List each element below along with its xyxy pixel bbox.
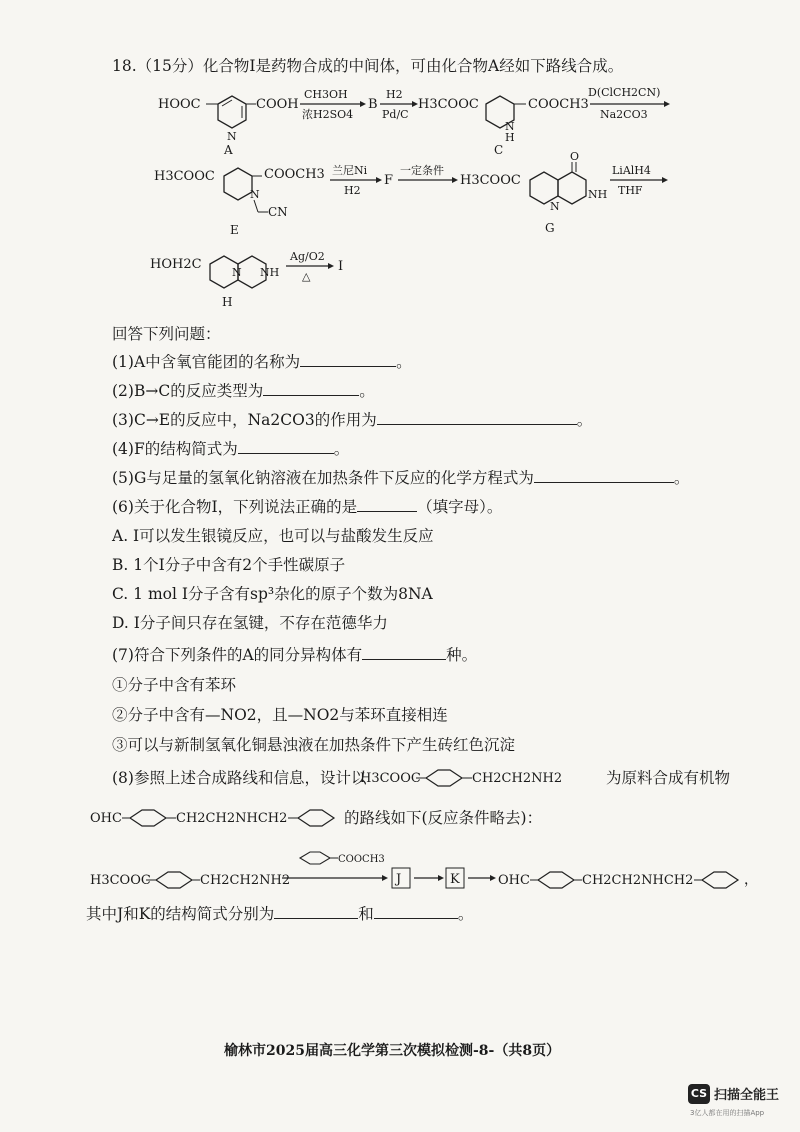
q8-target-molecule [86, 800, 356, 836]
compound-a-label: A [224, 143, 233, 154]
e-n-atom: N [250, 188, 260, 201]
c-h-atom: H [505, 131, 515, 144]
option-b: B. 1个I分子中含有2个手性碳原子 [112, 556, 346, 574]
route-end-chain: CH2CH2NHCH2 [582, 873, 694, 888]
camscanner-name: 扫描全能王 [714, 1088, 780, 1103]
benzene-ring [538, 872, 574, 888]
g-ring-right [558, 172, 586, 204]
e-left-group: H3COOC [154, 169, 215, 184]
arrow2-reagent: H2 [386, 88, 403, 101]
arrow2-catalyst: Pd/C [382, 108, 409, 121]
benzene-ring [426, 770, 462, 786]
h-left-group: HOH2C [150, 257, 202, 272]
question-8-intro: (8)参照上述合成路线和信息，设计以 [112, 769, 367, 787]
synthesis-scheme-row3 [150, 240, 410, 312]
question-1: (1)A中含氧官能团的名称为 。 [112, 353, 412, 371]
arrow5-condition: 一定条件 [400, 164, 444, 177]
compound-i: I [338, 259, 344, 274]
route-j-label: J [396, 872, 402, 887]
arrow4-reagent: H2 [344, 184, 361, 197]
question-2: (2)B→C的反应类型为 。 [112, 382, 375, 400]
question-3: (3)C→E的反应中，Na2CO3的作用为 。 [112, 411, 593, 429]
arrow7-reagent: Ag/O2 [290, 250, 325, 263]
synthesis-scheme-row2 [150, 150, 680, 238]
answer-blank-7[interactable] [362, 645, 446, 660]
answer-blank-5[interactable] [534, 468, 674, 483]
e-piperidine-ring [224, 168, 252, 200]
arrow6-solvent: THF [618, 184, 643, 197]
answer-blank-2[interactable] [263, 381, 359, 396]
benzene-ring [300, 852, 330, 864]
compound-h-label: H [222, 295, 233, 309]
arrow7-heat: △ [302, 270, 311, 283]
question-6: (6)关于化合物I，下列说法正确的是 （填字母）。 [112, 498, 503, 516]
e-right-group: COOCH3 [264, 167, 325, 182]
benzene-ring [702, 872, 738, 888]
page-footer: 榆林市2025届高三化学第三次模拟检测-8-（共8页） [224, 1043, 561, 1059]
question-8-tail: 其中J和K的结构简式分别为 和 。 [86, 905, 474, 923]
arrow6-reagent: LiAlH4 [612, 164, 651, 177]
question-7: (7)符合下列条件的A的同分异构体有 种。 [112, 646, 478, 664]
c-right-group: COOCH3 [528, 97, 589, 112]
a-left-group: HOOC [158, 97, 201, 112]
route-end-aldehyde: OHC [498, 873, 530, 888]
compound-e-label: E [230, 223, 239, 237]
route-reagent-ester: COOCH3 [338, 854, 385, 865]
a-right-group: COOH [256, 97, 299, 112]
question-header: 18.（15分）化合物I是药物合成的中间体，可由化合物A经如下路线合成。 [112, 57, 624, 75]
q8-start-ester: H3COOC [360, 771, 421, 786]
e-cn-group: CN [268, 205, 288, 219]
q8-start-amine: CH2CH2NH2 [472, 771, 563, 786]
answer-blank-1[interactable] [300, 352, 396, 367]
camscanner-slogan: 3亿人都在用的扫描App [690, 1109, 765, 1117]
option-d: D. I分子间只存在氢键，不存在范德华力 [112, 614, 388, 632]
g-n-atom: N [550, 200, 560, 213]
question-4: (4)F的结构简式为 。 [112, 440, 350, 458]
answer-prompt: 回答下列问题： [112, 325, 221, 343]
question-8-mid: 为原料合成有机物 [606, 769, 731, 787]
answer-blank-3[interactable] [377, 410, 577, 425]
route-start-ester: H3COOC [90, 873, 151, 888]
camscanner-logo-icon: CS [688, 1084, 710, 1104]
condition-3: ③可以与新制氢氧化铜悬浊液在加热条件下产生砖红色沉淀 [112, 736, 516, 754]
answer-blank-6[interactable] [357, 497, 417, 512]
g-left-group: H3COOC [460, 173, 521, 188]
route-start-amine: CH2CH2NH2 [200, 873, 291, 888]
benzene-ring [156, 872, 192, 888]
route-comma: ， [744, 872, 758, 888]
arrow1-condition: 浓H2SO4 [302, 108, 354, 121]
compound-g-label: G [545, 221, 555, 235]
c-n-atom: N [505, 120, 515, 133]
answer-blank-4[interactable] [238, 439, 334, 454]
a-n-atom: N [227, 130, 237, 143]
benzene-ring [298, 810, 334, 826]
condition-2: ②分子中含有—NO2，且—NO2与苯环直接相连 [112, 706, 448, 724]
option-a: A. I可以发生银镜反应，也可以与盐酸发生反应 [112, 527, 434, 545]
compound-b: B [368, 97, 378, 112]
g-carbonyl-o: O [570, 150, 580, 163]
route-k-label: K [450, 872, 460, 887]
synthesis-scheme-row1 [150, 74, 680, 154]
q8-starting-material [360, 760, 580, 796]
arrow4-catalyst: 兰尼Ni [332, 164, 368, 177]
arrow1-reagent: CH3OH [304, 88, 348, 101]
compound-f: F [384, 173, 394, 188]
condition-1: ①分子中含有苯环 [112, 676, 237, 694]
q8-target-chain: CH2CH2NHCH2 [176, 811, 288, 826]
c-left-group: H3COOC [418, 97, 479, 112]
answer-blank-j[interactable] [274, 904, 358, 919]
option-c: C. 1 mol I分子含有sp³杂化的原子个数为8NA [112, 585, 433, 603]
arrow3-reagent: D(ClCH2CN) [588, 86, 661, 99]
g-nh-group: NH [588, 188, 608, 201]
q8-target-aldehyde: OHC [90, 811, 122, 826]
benzene-ring [130, 810, 166, 826]
h-nh-group: NH [260, 266, 280, 279]
question-8-route-intro: 的路线如下(反应条件略去)： [344, 809, 543, 827]
arrow3-base: Na2CO3 [600, 108, 648, 121]
h-n-atom: N [232, 266, 242, 279]
answer-blank-k[interactable] [374, 904, 458, 919]
compound-c-label: C [494, 143, 504, 154]
q8-synthesis-route [86, 846, 766, 906]
question-5: (5)G与足量的氢氧化钠溶液在加热条件下反应的化学方程式为 。 [112, 469, 690, 487]
